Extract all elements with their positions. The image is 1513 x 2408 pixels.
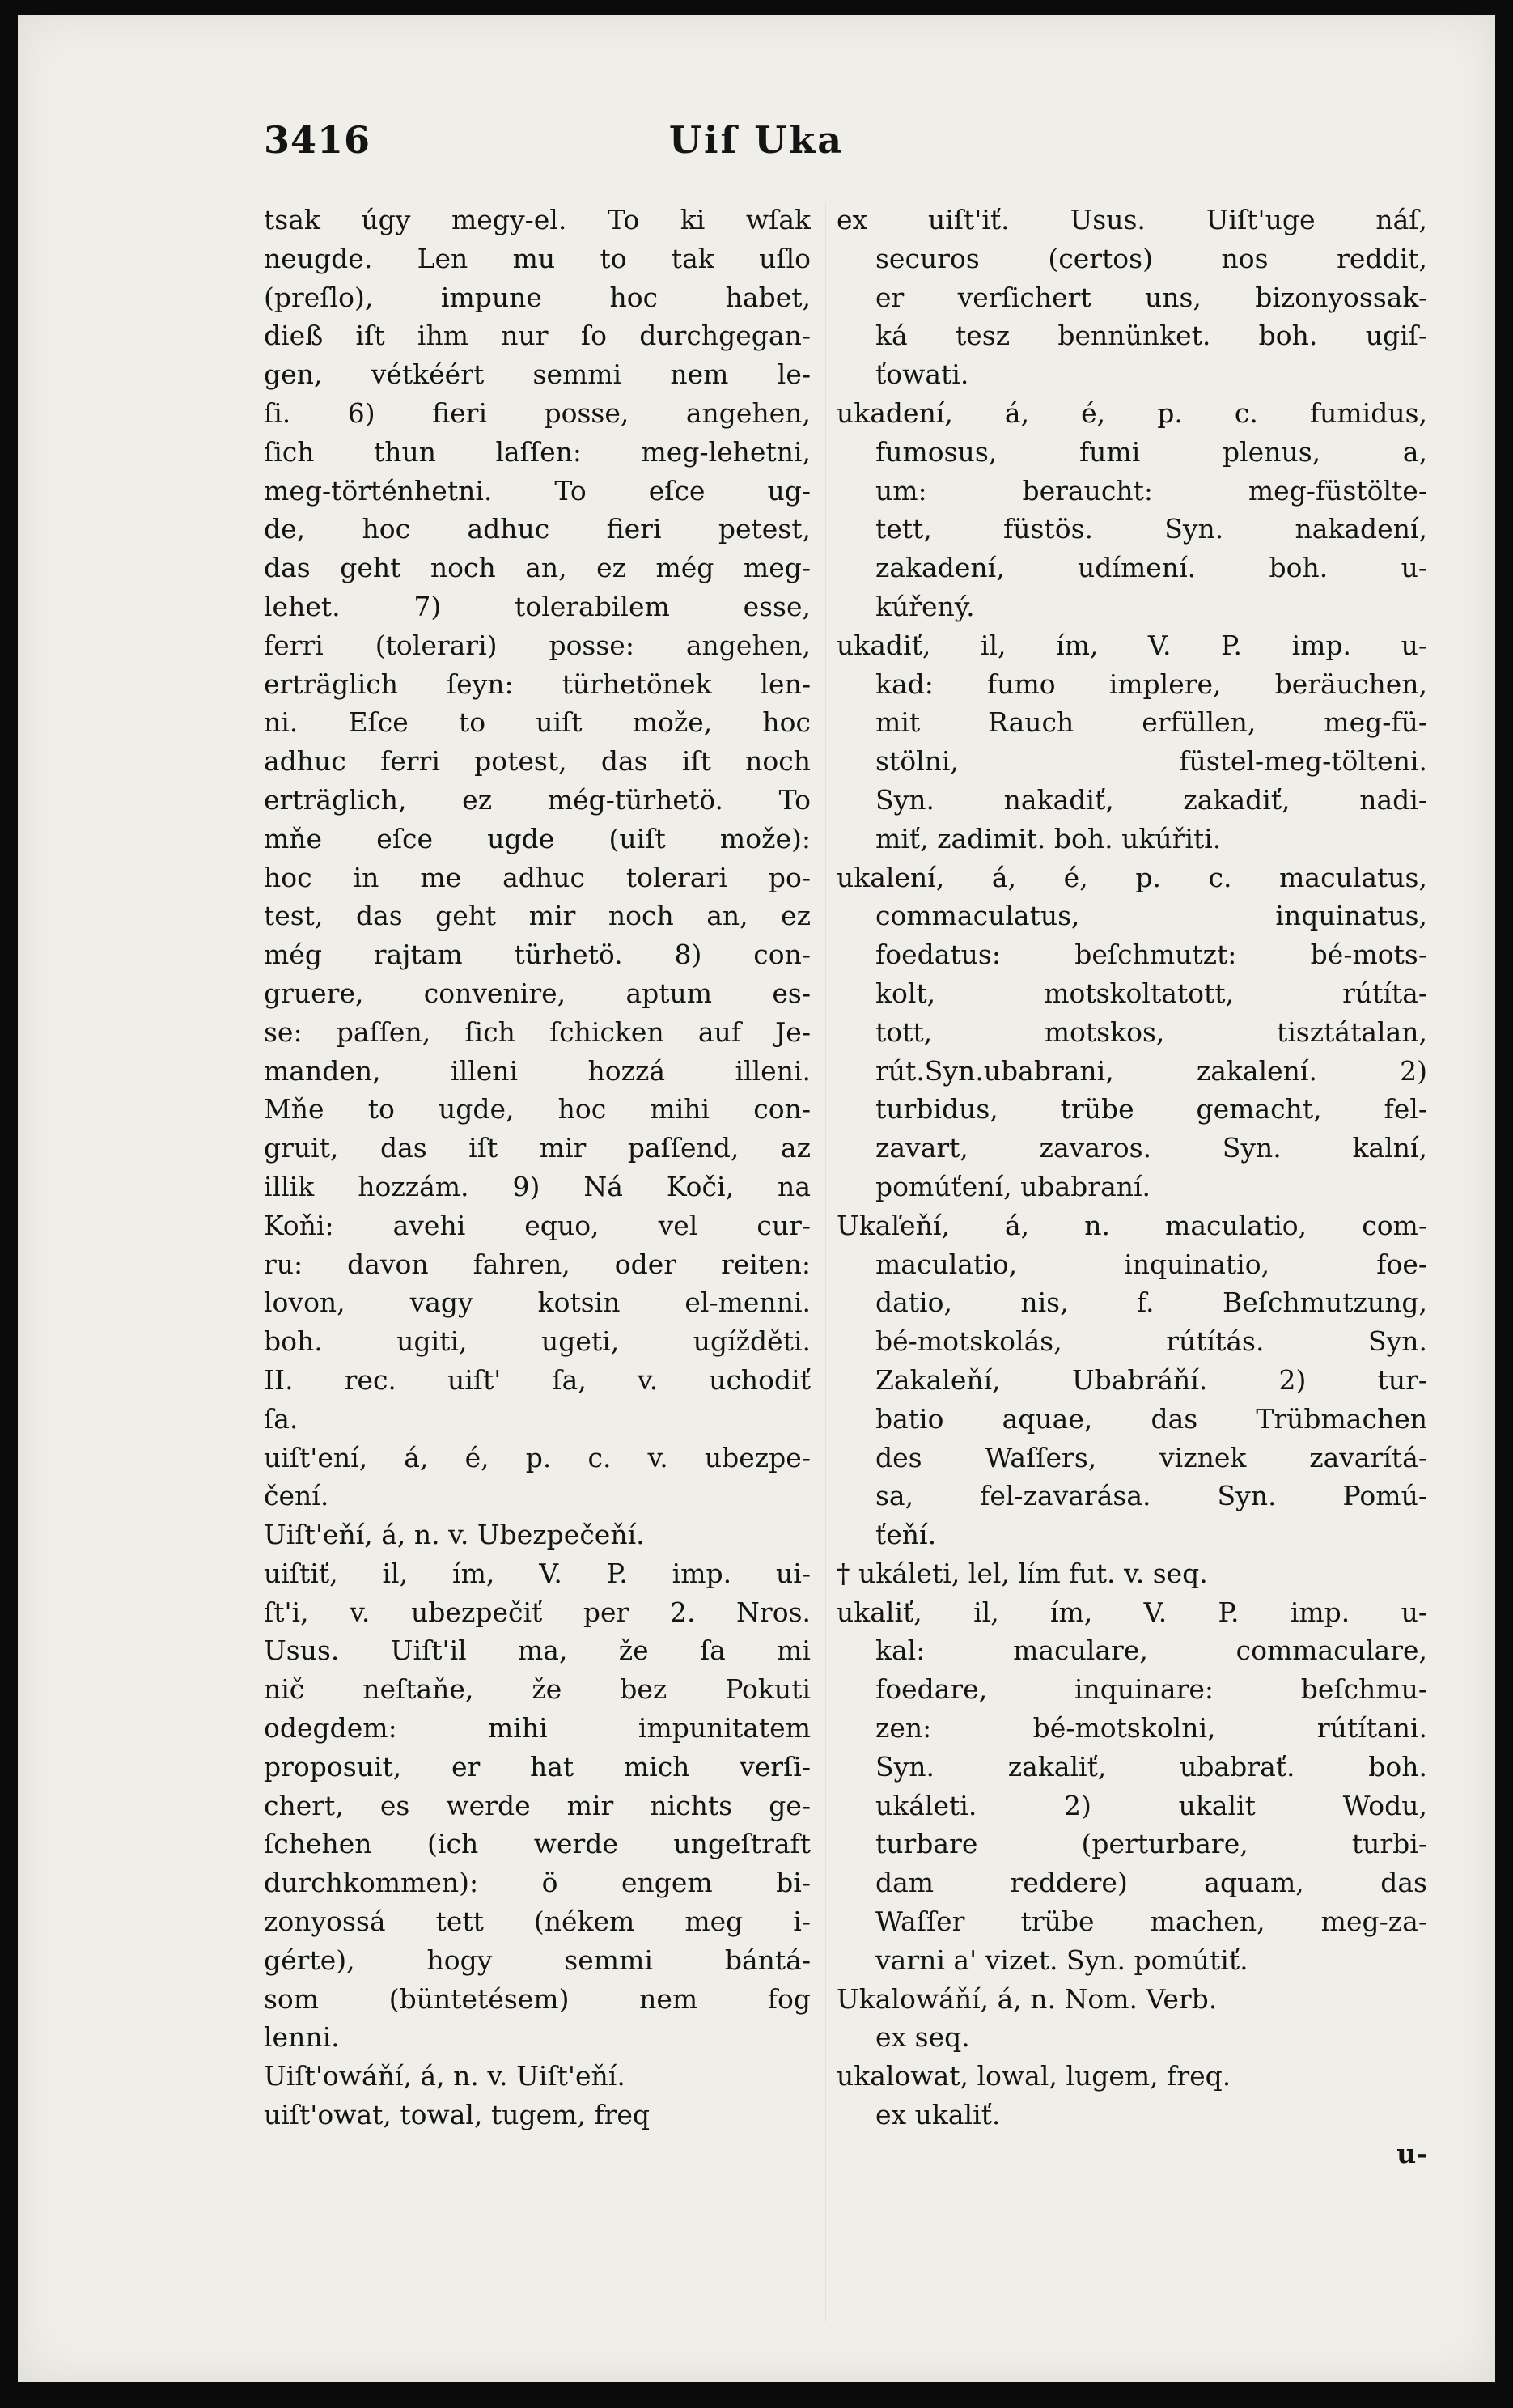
- text-line: neugde. Len mu to tak uſlo: [264, 242, 811, 274]
- text-line: foedare, inquinare: beſchmu-: [875, 1673, 1427, 1706]
- text-line: fumosus, fumi plenus, a,: [875, 435, 1427, 468]
- running-head: Uiſ Uka: [668, 118, 845, 162]
- text-line: ferri (tolerari) posse: angehen,: [264, 629, 811, 661]
- text-line: odegdem: mihi impunitatem: [264, 1712, 811, 1745]
- text-line: des Waſſers, viznek zavarítá-: [875, 1441, 1427, 1473]
- text-line: turbare (perturbare, turbi-: [875, 1828, 1427, 1860]
- text-line: proposuit, er hat mich verſi-: [264, 1750, 811, 1783]
- text-line: ex ukaliť.: [875, 2099, 1001, 2131]
- text-line: gérte), hogy semmi bántá-: [264, 1944, 811, 1976]
- text-line: adhuc ferri potest, das iſt noch: [264, 745, 811, 778]
- text-line: meg-történhetni. To eſce ug-: [264, 474, 811, 507]
- text-line: boh. ugiti, ugeti, ugížděti.: [264, 1325, 811, 1358]
- text-line: Zakaleňí, Ubabráňí. 2) tur-: [875, 1363, 1427, 1396]
- text-line: varni a' vizet. Syn. pomútiť.: [875, 1944, 1248, 1976]
- text-line: zakadení, udímení. boh. u-: [875, 552, 1427, 584]
- text-line: Ukalowáňí, á, n. Nom. Verb.: [837, 1982, 1218, 2015]
- text-line: ukáleti. 2) ukalit Wodu,: [875, 1789, 1427, 1821]
- text-line: Uiſt'owáňí, á, n. v. Uiſt'eňí.: [264, 2060, 625, 2092]
- text-line: lehet. 7) tolerabilem esse,: [264, 590, 811, 622]
- text-line: stölni, füstel-meg-tölteni.: [875, 745, 1427, 778]
- text-line: mňe eſce ugde (uiſt može):: [264, 822, 811, 854]
- text-line: tott, motskos, tisztátalan,: [875, 1015, 1427, 1048]
- text-line: dam reddere) aquam, das: [875, 1867, 1427, 1899]
- text-line: datio, nis, f. Beſchmutzung,: [875, 1287, 1427, 1319]
- text-line: mit Rauch erfüllen, meg-fü-: [875, 706, 1427, 739]
- left-column: [264, 201, 811, 2135]
- column-divider: [825, 202, 826, 2322]
- text-line: kad: fumo implere, beräuchen,: [875, 668, 1427, 700]
- text-line: maculatio, inquinatio, foe-: [875, 1248, 1427, 1280]
- text-line: Syn. zakaliť, ubabrať. boh.: [875, 1750, 1427, 1783]
- text-line: kúřený.: [875, 590, 975, 622]
- text-line: ukadiť, il, ím, V. P. imp. u-: [837, 629, 1427, 661]
- text-line: zen: bé-motskolni, rútítani.: [875, 1712, 1427, 1745]
- text-line: Uiſt'eňí, á, n. v. Ubezpečeňí.: [264, 1519, 645, 1551]
- text-line: ukalowat, lowal, lugem, freq.: [837, 2060, 1231, 2092]
- text-line: bé-motskolás, rútítás. Syn.: [875, 1325, 1427, 1358]
- text-line: commaculatus, inquinatus,: [875, 900, 1427, 932]
- text-line: test, das geht mir noch an, ez: [264, 900, 811, 932]
- text-line: kal: maculare, commaculare,: [875, 1634, 1427, 1667]
- text-line: nič neſtaňe, že bez Pokuti: [264, 1673, 811, 1706]
- page-header: [18, 118, 1495, 167]
- text-line: lenni.: [264, 2021, 340, 2054]
- text-line: ſi. 6) fieri posse, angehen,: [264, 396, 811, 429]
- text-line: ni. Eſce to uiſt može, hoc: [264, 706, 811, 739]
- text-line: kolt, motskoltatott, rútíta-: [875, 977, 1427, 1009]
- text-line: ká tesz bennünket. boh. ugiſ-: [875, 320, 1427, 352]
- text-line: miť, zadimit. boh. ukúřiti.: [875, 822, 1222, 854]
- text-line: (preſlo), impune hoc habet,: [264, 281, 811, 313]
- text-line: čení.: [264, 1480, 329, 1512]
- text-line: Ukaľeňí, á, n. maculatio, com-: [837, 1209, 1427, 1241]
- text-line: ukaliť, il, ím, V. P. imp. u-: [837, 1596, 1427, 1628]
- text-line: pomúťení, ubabraní.: [875, 1170, 1151, 1202]
- text-line: tett, füstös. Syn. nakadení,: [875, 513, 1427, 545]
- text-line: er verſichert uns, bizonyossak-: [875, 281, 1427, 313]
- text-line: um: beraucht: meg-füstölte-: [875, 474, 1427, 507]
- text-line: Koňi: avehi equo, vel cur-: [264, 1209, 811, 1241]
- text-line: manden, illeni hozzá illeni.: [264, 1054, 811, 1087]
- text-line: ſt'i, v. ubezpečiť per 2. Nros.: [264, 1596, 811, 1628]
- text-line: zavart, zavaros. Syn. kalní,: [875, 1132, 1427, 1164]
- text-line: tsak úgy megy-el. To ki wſak: [264, 204, 811, 235]
- text-line: gen, vétkéért semmi nem le-: [264, 358, 811, 391]
- text-line: batio aquae, das Trübmachen: [875, 1402, 1427, 1435]
- text-line: erträglich, ez még-türhetö. To: [264, 783, 811, 816]
- text-line: rút.Syn.ubabrani, zakalení. 2): [875, 1054, 1427, 1087]
- text-line: sa, fel-zavarása. Syn. Pomú-: [875, 1480, 1427, 1512]
- text-line: ſa.: [264, 1402, 299, 1435]
- text-line: se: paſſen, ſich ſchicken auf Je-: [264, 1015, 811, 1048]
- text-line: ſchehen (ich werde ungeſtraft: [264, 1828, 811, 1860]
- text-line: som (büntetésem) nem fog: [264, 1982, 811, 2015]
- text-line: dieß iſt ihm nur ſo durchgegan-: [264, 320, 811, 352]
- text-line: hoc in me adhuc tolerari po-: [264, 861, 811, 893]
- text-line: durchkommen): ö engem bi-: [264, 1867, 811, 1899]
- text-line: gruere, convenire, aptum es-: [264, 977, 811, 1009]
- page-number: 3416: [264, 118, 371, 162]
- text-line: Usus. Uiſt'il ma, že ſa mi: [264, 1634, 811, 1667]
- text-line: ſich thun laſſen: meg-lehetni,: [264, 435, 811, 468]
- text-line: securos (certos) nos reddit,: [875, 242, 1427, 274]
- text-line: Mňe to ugde, hoc mihi con-: [264, 1093, 811, 1126]
- text-line: ex uiſt'iť. Usus. Uiſt'uge náſ,: [837, 204, 1427, 235]
- catchword: u-: [1396, 2137, 1427, 2169]
- text-line: még rajtam türhetö. 8) con-: [264, 939, 811, 971]
- text-line: ukadení, á, é, p. c. fumidus,: [837, 396, 1427, 429]
- text-line: ťeňí.: [875, 1519, 937, 1551]
- text-line: chert, es werde mir nichts ge-: [264, 1789, 811, 1821]
- text-line: das geht noch an, ez még meg-: [264, 552, 811, 584]
- book-page: [18, 15, 1495, 2382]
- text-line: foedatus: beſchmutzt: bé-mots-: [875, 939, 1427, 971]
- text-line: lovon, vagy kotsin el-menni.: [264, 1287, 811, 1319]
- text-line: II. rec. uiſt' ſa, v. uchodiť: [264, 1363, 811, 1396]
- text-line: ex seq.: [875, 2021, 970, 2054]
- text-line: ukalení, á, é, p. c. maculatus,: [837, 861, 1427, 893]
- right-column: [837, 201, 1427, 2173]
- text-line: uiſt'owat, towal, tugem, freq: [264, 2099, 651, 2131]
- text-line: uiſtiť, il, ím, V. P. imp. ui-: [264, 1557, 811, 1589]
- text-line: de, hoc adhuc fieri petest,: [264, 513, 811, 545]
- text-line: † ukáleti, lel, lím fut. v. seq.: [837, 1557, 1208, 1589]
- text-line: ru: davon fahren, oder reiten:: [264, 1248, 811, 1280]
- text-line: erträglich ſeyn: türhetönek len-: [264, 668, 811, 700]
- text-line: illik hozzám. 9) Ná Koči, na: [264, 1170, 811, 1202]
- text-line: zonyossá tett (nékem meg i-: [264, 1906, 811, 1938]
- text-line: uiſt'ení, á, é, p. c. v. ubezpe-: [264, 1441, 811, 1473]
- text-line: ťowati.: [875, 358, 969, 391]
- text-line: gruit, das iſt mir paſſend, az: [264, 1132, 811, 1164]
- text-line: Syn. nakadiť, zakadiť, nadi-: [875, 783, 1427, 816]
- text-line: turbidus, trübe gemacht, fel-: [875, 1093, 1427, 1126]
- text-line: Waſſer trübe machen, meg-za-: [875, 1906, 1427, 1938]
